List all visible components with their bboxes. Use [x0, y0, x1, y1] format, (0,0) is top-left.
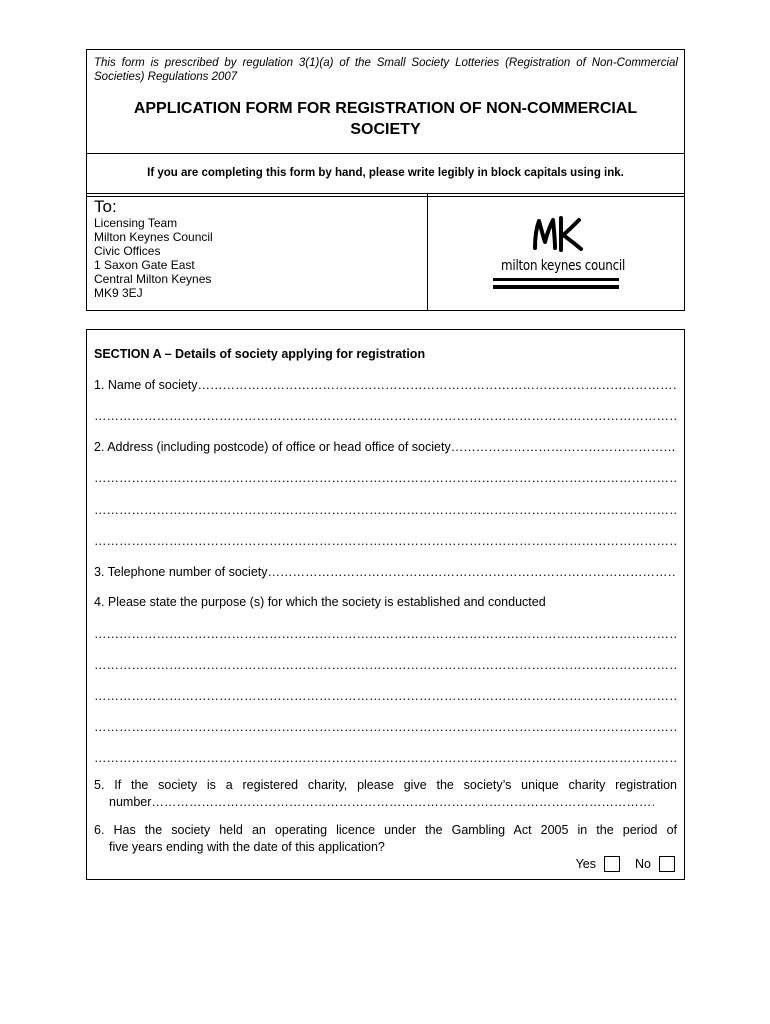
- purpose-question: [94, 594, 677, 610]
- address-line: Central Milton Keynes: [94, 272, 212, 286]
- society-address-line[interactable]: [94, 533, 677, 549]
- society-name-label: 1. Name of society: [94, 378, 198, 392]
- dotted-line: [94, 503, 677, 517]
- licence-question-line1: 6. Has the society held an operating licence under the Gambling Act 2005 in the period of: [94, 823, 677, 837]
- operating-licence-question: [94, 822, 677, 856]
- section-a-title: SECTION A – Details of society applying for registration: [94, 347, 426, 361]
- regulation-text: This form is prescribed by regulation 3(1)(a) of the Small Society Lotteries (Registration of Non-Commercial Societies) Regulations 2007: [94, 57, 678, 83]
- society-name-field-line2[interactable]: [94, 408, 677, 424]
- address-line: MK9 3EJ: [94, 286, 143, 300]
- purpose-line[interactable]: [94, 750, 677, 766]
- telephone-label: 3. Telephone number of society: [94, 565, 268, 579]
- form-title-line1: APPLICATION FORM FOR REGISTRATION OF NON-COMMERCIAL: [133, 100, 638, 117]
- dotted-line: [198, 378, 677, 392]
- no-label: No: [635, 857, 651, 871]
- council-address: [94, 216, 213, 300]
- yes-checkbox[interactable]: [604, 856, 620, 872]
- address-divider: [427, 194, 428, 310]
- address-line: Civic Offices: [94, 244, 161, 258]
- form-title-line2: SOCIETY: [350, 121, 421, 138]
- address-line: 1 Saxon Gate East: [94, 258, 195, 272]
- charity-question-line1: 5. If the society is a registered charity, please give the society’s unique charity registration: [94, 778, 677, 792]
- dotted-line: [94, 627, 677, 641]
- dotted-line: [94, 658, 677, 672]
- logo-bar: [493, 278, 619, 281]
- address-line: Milton Keynes Council: [94, 230, 213, 244]
- council-logo: [489, 214, 626, 298]
- yes-no-options: [576, 856, 675, 872]
- no-checkbox[interactable]: [659, 856, 675, 872]
- logo-text: milton keynes council: [501, 258, 626, 274]
- dotted-line: [94, 689, 677, 703]
- form-header: [86, 49, 685, 197]
- dotted-line: [94, 471, 677, 485]
- society-address-label: 2. Address (including postcode) of office or head office of society: [94, 440, 451, 454]
- to-label: To:: [94, 197, 117, 216]
- mk-logo-mark: [489, 214, 623, 256]
- society-address-field[interactable]: [94, 439, 677, 455]
- logo-bar: [493, 285, 619, 289]
- society-address-line[interactable]: [94, 470, 677, 486]
- dotted-line: [94, 751, 677, 765]
- telephone-field[interactable]: [94, 564, 677, 580]
- society-address-line[interactable]: [94, 502, 677, 518]
- charity-number-field[interactable]: [94, 794, 654, 810]
- purpose-line[interactable]: [94, 719, 677, 735]
- society-name-field[interactable]: [94, 377, 677, 393]
- dotted-line: [94, 409, 677, 423]
- purpose-line[interactable]: [94, 657, 677, 673]
- purpose-label: 4. Please state the purpose (s) for which the society is established and conducted: [94, 595, 546, 609]
- form-title: [87, 98, 684, 140]
- charity-number-question: [94, 777, 677, 810]
- dotted-line: [94, 534, 677, 548]
- dotted-line: [268, 565, 678, 579]
- address-box: [86, 193, 685, 311]
- yes-label: Yes: [575, 857, 597, 871]
- dotted-line: [94, 720, 677, 734]
- header-divider: [87, 153, 684, 154]
- licence-question-line2: five years ending with the date of this application?: [109, 840, 385, 854]
- purpose-line[interactable]: [94, 626, 677, 642]
- address-line: Licensing Team: [94, 216, 178, 230]
- charity-number-label: number: [109, 795, 152, 809]
- instruction-text: If you are completing this form by hand, please write legibly in block capitals using ink.: [147, 167, 624, 179]
- dotted-line: [451, 440, 677, 454]
- dotted-line: [151, 795, 654, 809]
- section-a: [86, 329, 685, 880]
- purpose-line[interactable]: [94, 688, 677, 704]
